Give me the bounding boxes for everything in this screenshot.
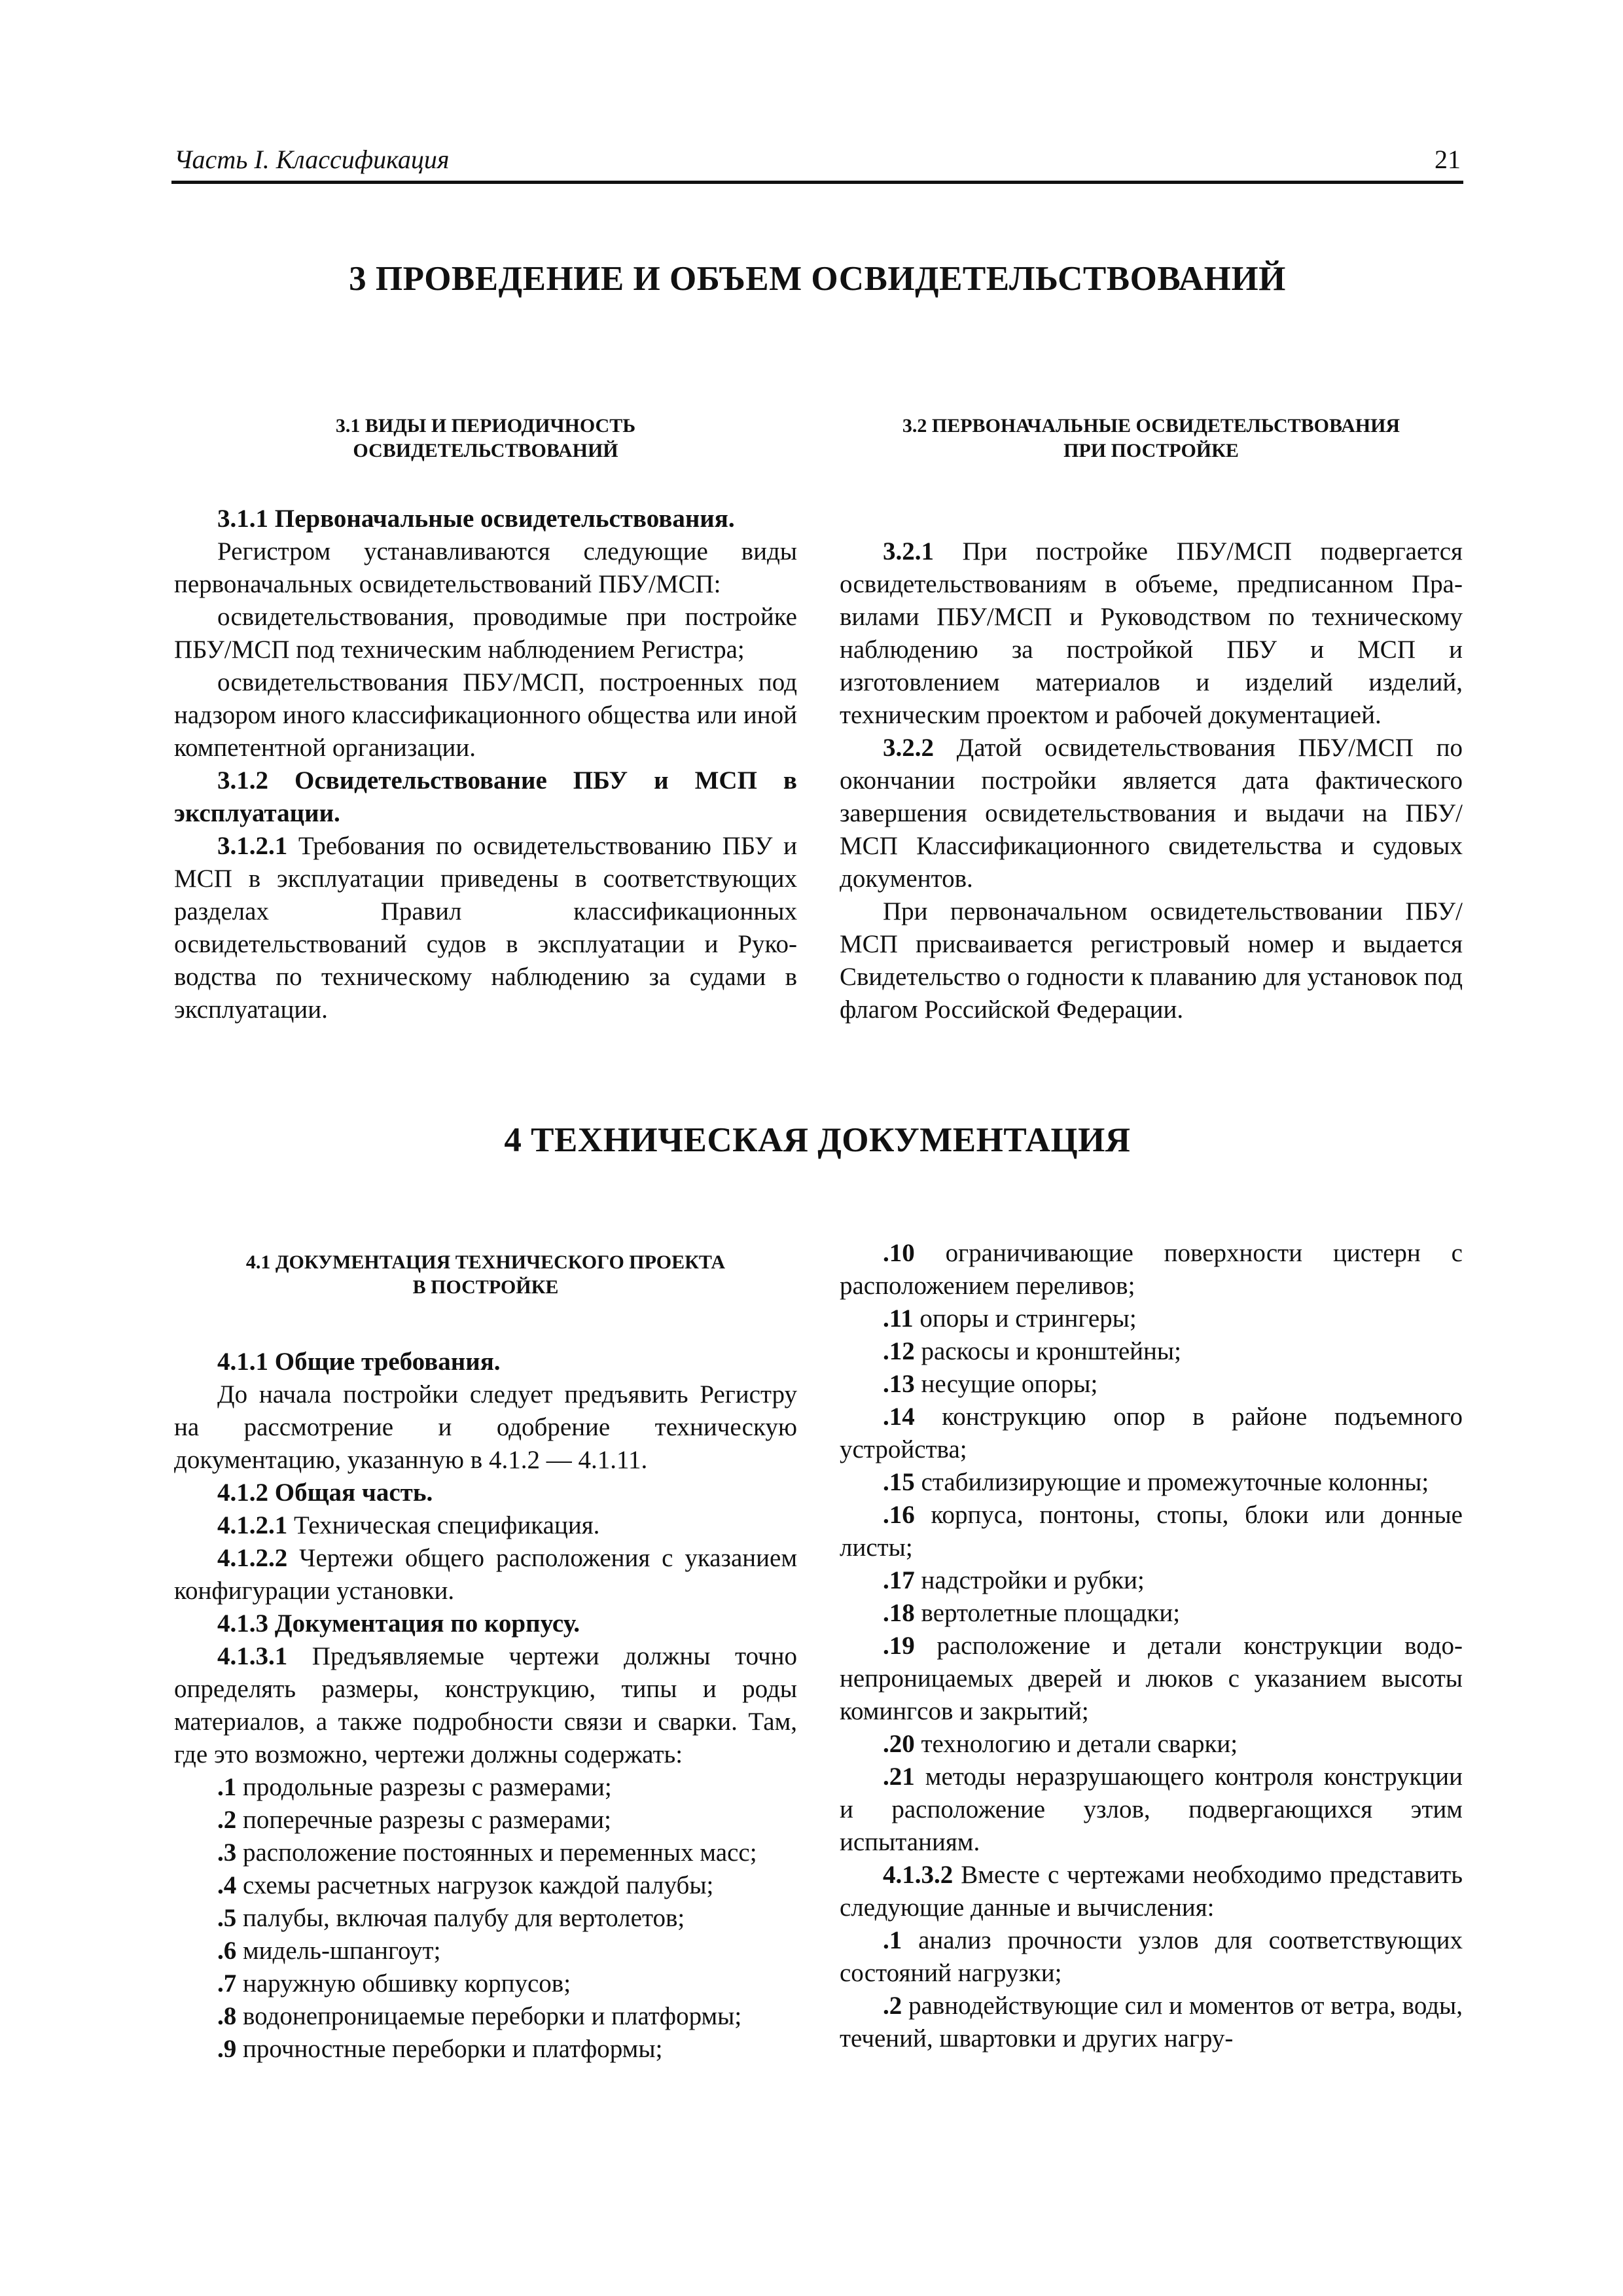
- paragraph: [174, 1346, 797, 1378]
- clause-number: 4.1.3.2: [883, 1861, 954, 1889]
- subsection-4-1-line1: 4.1 ДОКУМЕНТАЦИЯ ТЕХНИЧЕСКОГО ПРОЕКТА: [245, 1251, 726, 1273]
- section-4-right-column: [840, 1237, 1463, 2055]
- clause-number: .13: [883, 1370, 915, 1398]
- paragraph-text: методы неразрушающего контроля конструкции и расположение узлов, подвергающихся этим испытаниям.: [840, 1763, 1463, 1856]
- paragraph: [174, 1837, 797, 1869]
- paragraph: [174, 1935, 797, 1967]
- section-3-right-paragraphs: [840, 535, 1463, 1026]
- subsection-4-1-line2: В ПОСТРОЙКЕ: [412, 1276, 559, 1298]
- paragraph: [840, 1564, 1463, 1597]
- paragraph-text: равнодействующие сил и моментов от ветра, воды, течений, швартовки и других нагру-: [840, 1992, 1463, 2053]
- section-3-left-paragraphs: [174, 503, 797, 1026]
- paragraph-text: Техническая спецификация.: [287, 1511, 600, 1539]
- paragraph-text: освидетельствования ПБУ/МСП, построенных под надзором иного классификационного общества или иной компетентной организации.: [174, 668, 797, 762]
- paragraph-text: водонепроницаемые переборки и платформы;: [236, 2002, 742, 2030]
- paragraph: [174, 2033, 797, 2066]
- paragraph: [174, 1869, 797, 1902]
- clause-number: .2: [883, 1992, 902, 2020]
- paragraph-text: схемы расчетных нагрузок каждой палубы;: [236, 1871, 714, 1899]
- clause-number: 4.1.3.1: [217, 1642, 288, 1670]
- clause-number: .9: [217, 2035, 237, 2063]
- paragraph: [174, 1378, 797, 1477]
- clause-number: .16: [883, 1501, 915, 1529]
- clause-number: .18: [883, 1599, 915, 1627]
- paragraph-text: Вместе с чертежами необходимо представить следующие данные и вычисления:: [840, 1861, 1463, 1922]
- paragraph-text: расположение и детали конструкции водонепроницаемых дверей и люков с указанием высоты комингсов и закрытий;: [840, 1632, 1463, 1725]
- section-4-title: 4 ТЕХНИЧЕСКАЯ ДОКУМЕНТАЦИЯ: [504, 1121, 1131, 1159]
- paragraph-text: поперечные разрезы с размерами;: [236, 1806, 611, 1834]
- subsection-3-1-line2: ОСВИДЕТЕЛЬСТВОВАНИЙ: [353, 440, 618, 461]
- clause-number: 4.1.1 Общие требования.: [217, 1348, 501, 1376]
- paragraph-text: стабилизирующие и промежуточные колонны;: [914, 1468, 1429, 1496]
- paragraph: [840, 1859, 1463, 1924]
- paragraph-text: освидетельствования, проводимые при постройке ПБУ/МСП под техническим наблюдением Регистра;: [174, 603, 797, 664]
- clause-number: 3.1.2 Освидетельствование ПБУ и МСП в эксплуатации.: [174, 766, 797, 827]
- paragraph: [840, 1990, 1463, 2055]
- clause-number: .5: [217, 1904, 237, 1932]
- paragraph: [174, 1542, 797, 1607]
- section-4-right-paragraphs: [840, 1237, 1463, 2055]
- paragraph: [840, 732, 1463, 895]
- clause-number: 4.1.2.2: [217, 1544, 288, 1572]
- paragraph: [840, 1302, 1463, 1335]
- section-4-left-column: [174, 1250, 797, 2066]
- paragraph: [840, 895, 1463, 1026]
- paragraph-text: надстройки и рубки;: [914, 1566, 1145, 1594]
- clause-number: .7: [217, 1969, 237, 1998]
- paragraph-text: До начала постройки следует предъявить Регистру на рассмотрение и одобрение техническую документацию, указанную в 4.1.2 — 4.1.11.: [174, 1380, 797, 1474]
- paragraph: [174, 1640, 797, 1771]
- clause-number: 4.1.3 Документация по корпусу.: [217, 1609, 580, 1638]
- paragraph-text: Предъявляемые чертежи должны точно определять размеры, конструкцию, типы и роды материалов, а также подробности связи и сварки. Там, где это возможно, чертежи должны содержать:: [174, 1642, 797, 1768]
- clause-number: 4.1.2.1: [217, 1511, 288, 1539]
- section-4-left-paragraphs: [174, 1346, 797, 2066]
- paragraph-text: опоры и стрингеры;: [913, 1304, 1137, 1333]
- paragraph-text: ограничивающие поверхности цистерн с расположением переливов;: [840, 1239, 1463, 1300]
- running-header: [171, 140, 1463, 184]
- subsection-3-1-heading: [174, 414, 797, 463]
- clause-number: .1: [217, 1773, 237, 1801]
- clause-number: 3.2.1: [883, 537, 934, 565]
- paragraph: [840, 535, 1463, 732]
- paragraph-text: мидель-шпангоут;: [236, 1937, 441, 1965]
- subsection-4-1-heading: [174, 1250, 797, 1300]
- paragraph-text: Требования по освидетельствованию ПБУ и МСП в эксплуатации приведены в соответствующих разделах Правил классификационных освидетельствований судов в эксплуатации и Руководства по техническому наблюдению за судами в эксплуатации.: [174, 832, 797, 1024]
- clause-number: .10: [883, 1239, 915, 1267]
- paragraph: [174, 1477, 797, 1509]
- clause-number: .17: [883, 1566, 915, 1594]
- paragraph-text: Датой освидетельствования ПБУ/МСП по окончании постройки является дата фактического завершения освидетельствования и выдачи на ПБУ/МСП Классификационного свидетельства и судовых документов.: [840, 734, 1463, 893]
- page-number: 21: [1435, 145, 1461, 174]
- paragraph-text: корпуса, понтоны, стопы, блоки или донные листы;: [840, 1501, 1463, 1562]
- paragraph-text: прочностные переборки и платформы;: [236, 2035, 663, 2063]
- paragraph: [174, 1967, 797, 2000]
- paragraph-text: Регистром устанавливаются следующие виды первоначальных освидетельствований ПБУ/МСП:: [174, 537, 797, 598]
- paragraph-text: раскосы и кронштейны;: [914, 1337, 1181, 1365]
- paragraph: [840, 1630, 1463, 1728]
- clause-number: 3.1.1 Первоначальные освидетельствования.: [217, 505, 735, 533]
- paragraph: [174, 666, 797, 764]
- clause-number: 3.2.2: [883, 734, 934, 762]
- paragraph-text: При постройке ПБУ/МСП подвергается освидетельствованиям в объеме, предписанном Правилами ПБУ/МСП и Руководством по техническому наблюдению за постройкой ПБУ и МСП и изготовлением материалов и изделий изделий, техническим проектом и рабочей документацией.: [840, 537, 1463, 729]
- paragraph: [840, 1466, 1463, 1499]
- paragraph: [174, 1771, 797, 1804]
- paragraph: [174, 503, 797, 535]
- paragraph-text: продольные разрезы с размерами;: [236, 1773, 612, 1801]
- paragraph: [840, 1237, 1463, 1302]
- paragraph: [840, 1368, 1463, 1401]
- running-header-title: Часть I. Классификация: [174, 145, 450, 174]
- paragraph: [174, 1607, 797, 1640]
- paragraph: [174, 535, 797, 601]
- clause-number: .2: [217, 1806, 237, 1834]
- section-3-right-column: [840, 414, 1463, 1026]
- paragraph-text: вертолетные площадки;: [914, 1599, 1181, 1627]
- clause-number: .19: [883, 1632, 915, 1660]
- paragraph-text: Чертежи общего расположения с указанием конфигурации установки.: [174, 1544, 797, 1605]
- paragraph-text: палубы, включая палубу для вертолетов;: [236, 1904, 685, 1932]
- clause-number: .14: [883, 1403, 915, 1431]
- clause-number: .11: [883, 1304, 914, 1333]
- clause-number: .1: [883, 1926, 902, 1954]
- subsection-3-2-heading: [840, 414, 1463, 463]
- paragraph-text: несущие опоры;: [914, 1370, 1098, 1398]
- paragraph: [840, 1597, 1463, 1630]
- subsection-3-2-line1: 3.2 ПЕРВОНАЧАЛЬНЫЕ ОСВИДЕТЕЛЬСТВОВАНИЯ: [902, 415, 1400, 437]
- subsection-3-1-line1: 3.1 ВИДЫ И ПЕРИОДИЧНОСТЬ: [335, 415, 636, 437]
- clause-number: 4.1.2 Общая часть.: [217, 1479, 433, 1507]
- paragraph: [174, 764, 797, 830]
- section-3-title: 3 ПРОВЕДЕНИЕ И ОБЪЕМ ОСВИДЕТЕЛЬСТВОВАНИЙ: [349, 260, 1286, 298]
- paragraph: [174, 1902, 797, 1935]
- clause-number: .15: [883, 1468, 915, 1496]
- section-3-left-column: [174, 414, 797, 1026]
- paragraph: [840, 1335, 1463, 1368]
- clause-number: .20: [883, 1730, 915, 1758]
- paragraph-text: расположение постоянных и переменных масс;: [236, 1839, 757, 1867]
- clause-number: .3: [217, 1839, 237, 1867]
- paragraph: [840, 1761, 1463, 1859]
- paragraph: [840, 1728, 1463, 1761]
- paragraph-text: наружную обшивку корпусов;: [236, 1969, 571, 1998]
- clause-number: .12: [883, 1337, 915, 1365]
- paragraph: [174, 1804, 797, 1837]
- paragraph: [174, 830, 797, 1026]
- paragraph: [840, 1924, 1463, 1990]
- clause-number: .6: [217, 1937, 237, 1965]
- clause-number: .8: [217, 2002, 237, 2030]
- paragraph-text: технологию и детали сварки;: [914, 1730, 1238, 1758]
- clause-number: .21: [883, 1763, 915, 1791]
- paragraph: [840, 1401, 1463, 1466]
- paragraph: [174, 2000, 797, 2033]
- paragraph: [840, 1499, 1463, 1564]
- clause-number: .4: [217, 1871, 237, 1899]
- paragraph: [174, 1509, 797, 1542]
- paragraph-text: анализ прочности узлов для соответствующих состояний нагрузки;: [840, 1926, 1463, 1987]
- clause-number: 3.1.2.1: [217, 832, 288, 860]
- subsection-3-2-line2: ПРИ ПОСТРОЙКЕ: [1063, 440, 1239, 461]
- paragraph-text: конструкцию опор в районе подъемного устройства;: [840, 1403, 1463, 1463]
- paragraph: [174, 601, 797, 666]
- paragraph-text: При первоначальном освидетельствовании ПБУ/МСП присваивается регистровый номер и выдается Свидетельство о годности к плаванию для установок под флагом Российской Федерации.: [840, 897, 1463, 1024]
